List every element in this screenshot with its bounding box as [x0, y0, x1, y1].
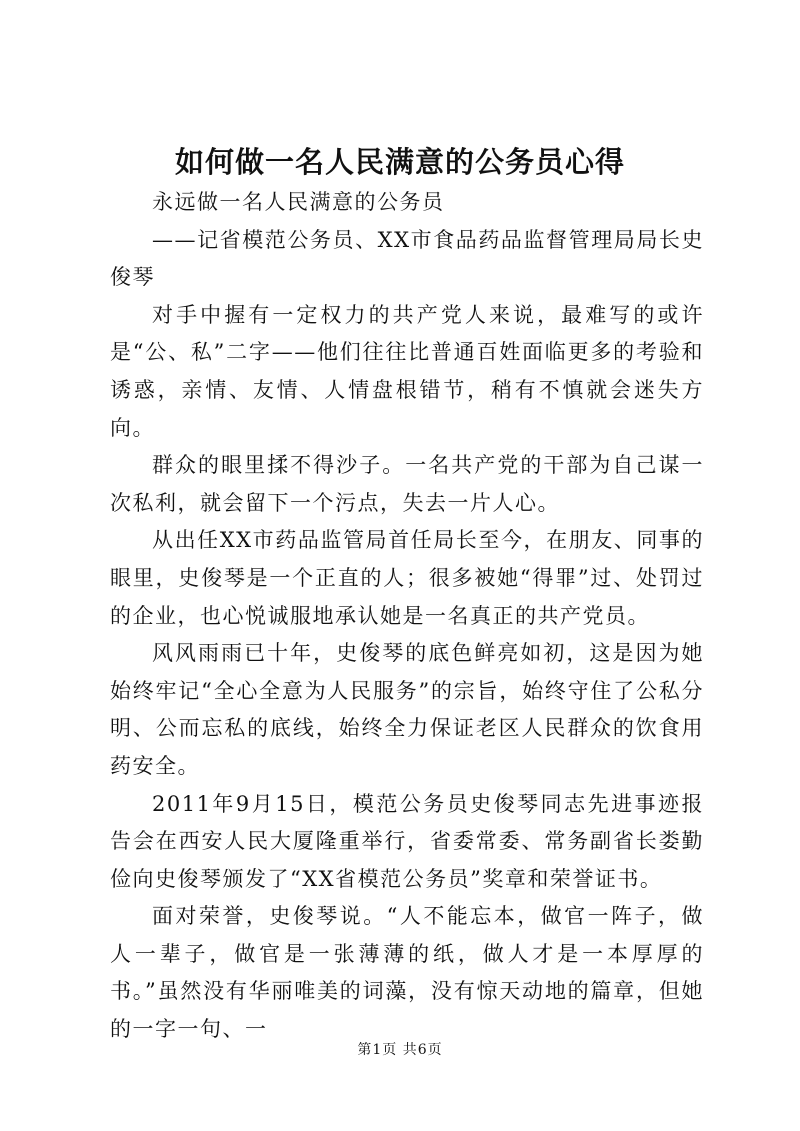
document-body [110, 184, 704, 1049]
paragraph: 面对荣誉，史俊琴说。“人不能忘本，做官一阵子，做人一辈子，做官是一张薄薄的纸，做人才是一本厚厚的书。”虽然没有华丽唯美的词藻，没有惊天动地的篇章，但她的一字一句、一 [110, 904, 704, 1042]
paragraph: 永远做一名人民满意的公务员 [152, 190, 445, 214]
paragraph: 风风雨雨已十年，史俊琴的底色鲜亮如初，这是因为她始终牢记“全心全意为人民服务”的宗旨，始终守住了公私分明、公而忘私的底线，始终全力保证老区人民群众的饮食用药安全。 [110, 641, 704, 778]
page-title: 如何做一名人民满意的公务员心得 [174, 145, 625, 179]
paragraph: 对手中握有一定权力的共产党人来说，最难写的或许是“公、私”二字——他们往往比普通百姓面临更多的考验和诱惑，亲情、友情、人情盘根错节，稍有不慎就会迷失方向。 [110, 302, 704, 440]
paragraph: 2011年9月15日，模范公务员史俊琴同志先进事迹报告会在西安人民大厦隆重举行，省委常委、常务副省长娄勤俭向史俊琴颁发了“XX省模范公务员”奖章和荣誉证书。 [110, 791, 704, 891]
paragraph: 群众的眼里揉不得沙子。一名共产党的干部为自己谋一次私利，就会留下一个污点，失去一片人心。 [110, 453, 704, 515]
page-footer: 第1页 共6页 [357, 1042, 443, 1058]
paragraph: 从出任XX市药品监管局首任局长至今，在朋友、同事的眼里，史俊琴是一个正直的人；很多被她“得罪”过、处罚过的企业，也心悦诚服地承认她是一名真正的共产党员。 [110, 528, 704, 628]
paragraph: ——记省模范公务员、XX市食品药品监督管理局局长史俊琴 [110, 227, 704, 290]
